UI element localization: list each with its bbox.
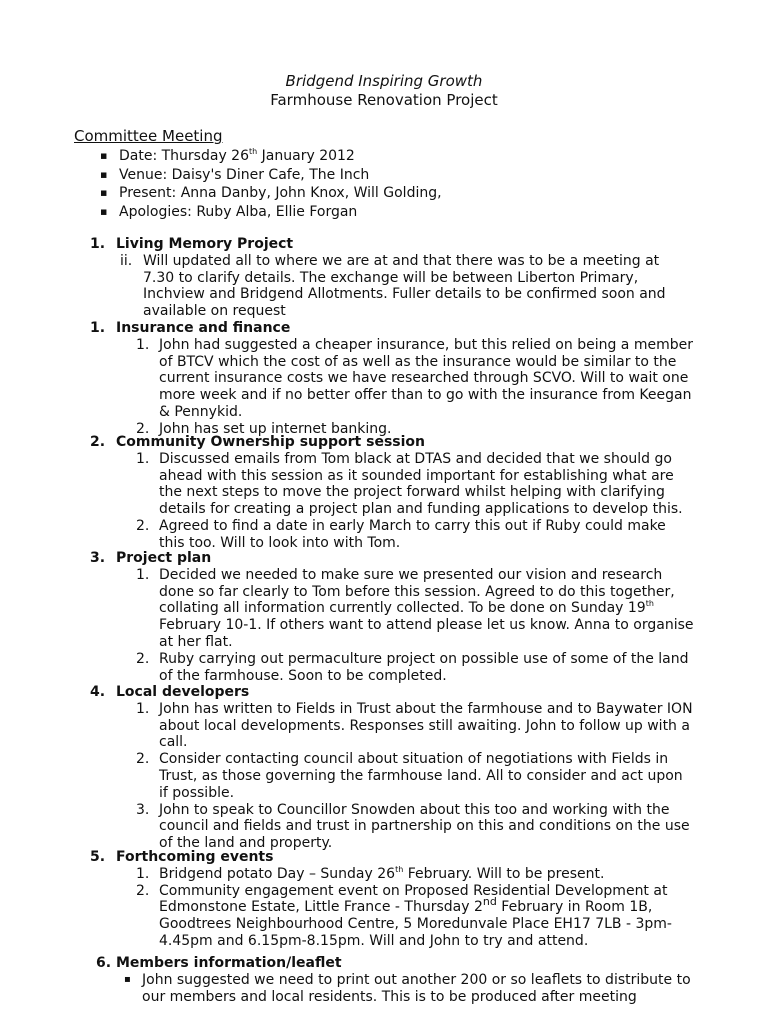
item-number: 1.	[136, 865, 150, 882]
item-text-part: February. Will to be present.	[403, 865, 605, 882]
item-number: ii.	[120, 252, 133, 269]
section-living-memory	[90, 236, 730, 320]
meeting-date-text: Date: Thursday 26	[119, 148, 249, 164]
section-community-ownership	[90, 434, 730, 552]
item-text: Will updated all to where we are at and that there was to be a meeting at 7.30 to clarify details. The exchange will be between Liberton Primary, Inchview and Bridgend Allotments. Fuller details to be confirmed soon and available on request	[143, 252, 666, 320]
meeting-date-suffix: January 2012	[257, 148, 355, 164]
section-title: Members information/leaflet	[116, 955, 342, 971]
section-number: 5.	[90, 849, 106, 865]
meeting-venue: ▪ Venue: Daisy's Diner Cafe, The Inch	[100, 166, 442, 185]
item-number: 2.	[136, 751, 150, 768]
section-forthcoming-events	[90, 849, 730, 950]
item-number: 2.	[136, 650, 150, 667]
section-members-information	[90, 955, 730, 1005]
list-item	[90, 866, 730, 883]
item-number: 2.	[136, 420, 150, 437]
section-number: 4.	[90, 684, 106, 700]
section-title: Insurance and finance	[116, 320, 291, 336]
item-number: 1.	[136, 450, 150, 467]
item-text-sup: nd	[482, 895, 497, 909]
item-text-part: Bridgend potato Day – Sunday 26	[159, 865, 396, 882]
list-item	[90, 802, 730, 852]
item-text: Consider contacting council about situation of negotiations with Fields in Trust, as those governing the farmhouse land. All to consider and act upon if possible.	[159, 751, 683, 801]
section-title: Local developers	[116, 684, 250, 700]
section-heading	[90, 320, 730, 337]
section-number: 3.	[90, 550, 106, 566]
item-text-part: Community engagement event on Proposed Residential Development at Edmonstone Estate, Little France - Thursday 2	[159, 882, 668, 916]
item-number: 3.	[136, 801, 150, 818]
list-item	[90, 518, 730, 552]
list-item	[90, 651, 730, 685]
meeting-present: ▪ Present: Anna Danby, John Knox, Will Golding,	[100, 184, 442, 203]
list-item	[90, 972, 730, 1006]
section-heading	[90, 236, 730, 253]
section-number: 2.	[90, 434, 106, 450]
section-heading	[90, 849, 730, 866]
section-insurance	[90, 320, 730, 438]
meeting-date-sup: th	[249, 147, 258, 156]
item-text-part: February 10-1. If others want to attend please let us know. Anna to organise at her flat.	[159, 617, 694, 650]
section-heading	[90, 434, 730, 451]
list-item	[90, 253, 730, 320]
section-local-developers	[90, 684, 730, 852]
committee-meeting-heading: Committee Meeting	[74, 127, 223, 145]
section-heading	[90, 550, 730, 567]
document-title: Bridgend Inspiring Growth	[285, 72, 483, 90]
item-text-part: February in Room 1B, Goodtrees Neighbourhood Centre, 5 Moredunvale Place EH17 7LB - 3pm-4.45pm and 6.15pm-8.15pm. Will and John to try and attend.	[159, 899, 672, 949]
section-title: Community Ownership support session	[116, 434, 425, 450]
meeting-info-list	[100, 147, 442, 221]
item-text-sup: th	[395, 864, 404, 874]
section-title: Living Memory Project	[116, 236, 294, 252]
section-number: 1.	[90, 320, 106, 336]
list-item	[90, 337, 730, 421]
bullet-icon: ▪	[124, 973, 131, 985]
item-number: 1.	[136, 336, 150, 353]
item-number: 2.	[136, 517, 150, 534]
section-number: 6.	[96, 955, 112, 971]
item-text	[159, 883, 694, 950]
item-number: 1.	[136, 700, 150, 717]
section-title: Project plan	[116, 550, 212, 566]
section-heading	[90, 684, 730, 701]
item-text	[159, 866, 694, 883]
section-number: 1.	[90, 236, 106, 252]
list-item	[90, 751, 730, 801]
item-text: John to speak to Councillor Snowden about this too and working with the council and fields and trust in partnership on this and conditions on the use of the land and property.	[159, 801, 690, 852]
meeting-apologies: ▪ Apologies: Ruby Alba, Ellie Forgan	[100, 203, 442, 222]
item-text: Discussed emails from Tom black at DTAS and decided that we should go ahead with this session as it sounded important for establishing what are the next steps to move the project forward whilst helping with clarifying details for creating a project plan and funding applications to develop this.	[159, 450, 683, 518]
section-title: Forthcoming events	[116, 849, 274, 865]
item-number: 1.	[136, 566, 150, 583]
list-item	[90, 883, 730, 950]
item-text: John had suggested a cheaper insurance, but this relied on being a member of BTCV which the cost of as well as the insurance would be similar to the current insurance costs we have researched through SCVO. Will to wait one more week and if no better offer than to go with the insurance from Keegan & Pennykid.	[159, 336, 693, 420]
meeting-date	[100, 147, 442, 166]
list-item	[90, 567, 730, 651]
item-text: Agreed to find a date in early March to carry this out if Ruby could make this too. Will to look into with Tom.	[159, 517, 666, 551]
item-text-sup: th	[645, 599, 654, 609]
list-item	[90, 451, 730, 518]
item-text: John suggested we need to print out another 200 or so leaflets to distribute to our members and local residents. This is to be produced after meeting	[142, 971, 691, 1005]
item-text: John has set up internet banking.	[159, 420, 392, 437]
section-heading	[90, 955, 730, 972]
item-text-part: Decided we needed to make sure we presented our vision and research done so far clearly to Tom before this session. Agreed to do this together, collating all information currently collected. To be done on Sunday 19	[159, 566, 675, 617]
item-text	[159, 567, 694, 651]
item-text: Ruby carrying out permaculture project on possible use of some of the land of the farmhouse. Soon to be completed.	[159, 650, 689, 684]
section-project-plan	[90, 550, 730, 684]
document-subtitle: Farmhouse Renovation Project	[270, 91, 498, 109]
item-text: John has written to Fields in Trust about the farmhouse and to Baywater ION about local developments. Responses still awaiting. John to follow up with a call.	[159, 700, 693, 751]
item-number: 2.	[136, 882, 150, 899]
list-item	[90, 701, 730, 751]
